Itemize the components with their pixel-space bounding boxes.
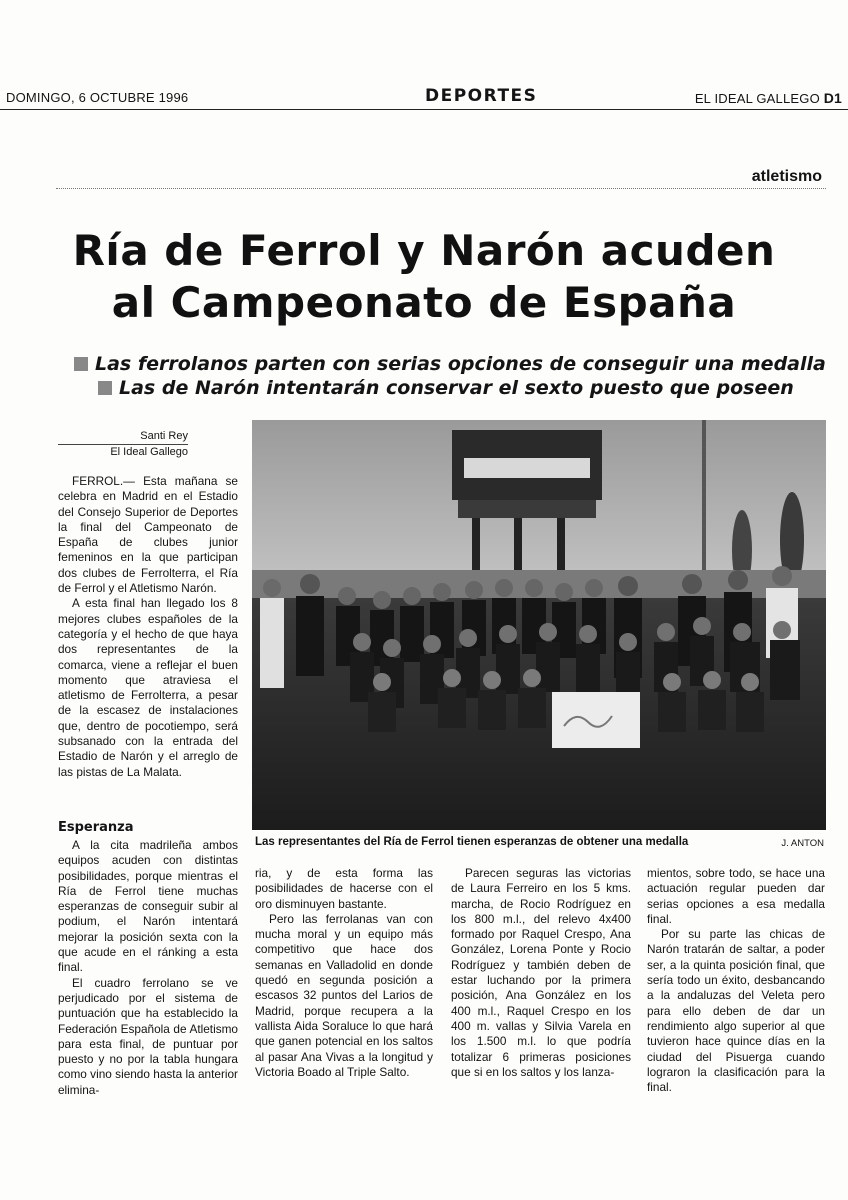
deck-text-2: Las de Narón intentarán conservar el sexto puesto que poseen: [119, 377, 794, 399]
deck-line-2: [98, 377, 794, 399]
paragraph: Por su parte las chicas de Narón tratarán de saltar, a poder ser, a la quinta posición final, que sería todo un éxito, desbancando a la andaluzas del Veleta pero para ello deben de dar un rendimiento algo superior al que tuvieron hace quince días en la ciudad del Pisuerga cuando lograron la clasificación para la final.: [647, 927, 825, 1095]
paragraph: mientos, sobre todo, se hace una actuación regular pueden dar serias opciones a esa medalla final.: [647, 866, 825, 926]
article-column-4: [647, 866, 825, 1095]
masthead-page: D1: [823, 90, 842, 106]
photo-caption: Las representantes del Ría de Ferrol tienen esperanzas de obtener una medalla: [255, 836, 689, 848]
masthead-date: DOMINGO, 6 OCTUBRE 1996: [6, 90, 189, 105]
paragraph: A la cita madrileña ambos equipos acuden con distintas posibilidades, porque mientras el Ría de Ferrol tiene muchas esperanzas de conseguir subir al podium, el Narón intentará mejorar la posición sexta con la que acude en el ránking a esta final.: [58, 838, 238, 975]
article-column-1-continued: [58, 838, 238, 1098]
team-photo: [252, 420, 826, 830]
topic-rule: [56, 188, 826, 189]
byline-author: Santi Rey: [140, 430, 188, 442]
masthead-paper: [695, 90, 842, 106]
headline-line-1: Ría de Ferrol y Narón acuden: [72, 226, 776, 275]
paragraph-text: Esta mañana se celebra en Madrid en el Estadio del Consejo Superior de Deportes la final del Campeonato de España de clubes junior femeninos en la que participan dos clubes de Ferrolterra, el Ría de Ferrol y el Atletismo Narón.: [58, 474, 238, 596]
paragraph: [58, 474, 238, 596]
paragraph: A esta final han llegado los 8 mejores clubes españoles de la categoría y el hecho de que haya dos representantes de la comarca, viene a reflejar el buen momento que atraviesa el atletismo de Ferrolterra, a pesar de la escasez de instalaciones que, dentro de pocotiempo, será subsanado con la entrada del Estadio de Narón y el arreglo de las pistas de La Malata.: [58, 596, 238, 779]
masthead-section: DEPORTES: [425, 86, 538, 106]
photo-credit: J. ANTON: [781, 838, 824, 849]
paragraph: El cuadro ferrolano se ve perjudicado por el sistema de puntuación que ha establecido la Federación Española de Atletismo para esta final, de puntuar por puesto y no por la tabla hungara como vino siendo hasta la anterior elimina-: [58, 975, 238, 1097]
masthead-paper-name: EL IDEAL GALLEGO: [694, 91, 820, 106]
deck-line-1: [74, 353, 826, 375]
square-bullet-icon: [98, 381, 112, 395]
masthead-rule: [0, 109, 848, 110]
paragraph: Pero las ferrolanas van con mucha moral y un equipo más competitivo que hace dos semanas en Valladolid en donde quedó en segunda posición a escasos 32 puntos del Larios de Madrid, porque recupera a la vallista Aida Soraluce lo que hará que ganen potencial en los saltos al pasar Ana Vivas a la longitud y Victoria Boado al Triple Salto.: [255, 911, 433, 1079]
headline-line-2: al Campeonato de España: [111, 278, 737, 327]
square-bullet-icon: [74, 357, 88, 371]
topic-label: atletismo: [751, 168, 822, 185]
article-column-1: [58, 474, 238, 780]
paragraph: ria, y de esta forma las posibilidades de hacerse con el oro disminuyen bastante.: [255, 866, 433, 911]
article-column-2: [255, 866, 433, 1080]
article-column-3: [451, 866, 631, 1080]
deck-text-1: Las ferrolanos parten con serias opciones de conseguir una medalla: [95, 353, 826, 375]
byline-outlet: El Ideal Gallego: [58, 444, 188, 458]
team-photo-illustration: [252, 420, 826, 830]
paragraph: Parecen seguras las victorias de Laura Ferreiro en los 5 kms. marcha, de Rocio Rodríguez en los 800 m.l., del relevo 4x400 formado por Raquel Crespo, Ana González, Lorena Ponte y Rocio Rodríguez y también deben de estar luchando por la primera posición, Ana González en los 400 m.l., Raquel Crespo en los 400 m. vallas y Silvia Varela en los 1.500 m.l. lo que podría totalizar 6 primeras posiciones que si en los saltos y los lanza-: [451, 866, 631, 1079]
byline: [58, 430, 188, 458]
dateline: FERROL.—: [72, 474, 135, 488]
subhead: Esperanza: [58, 820, 134, 835]
